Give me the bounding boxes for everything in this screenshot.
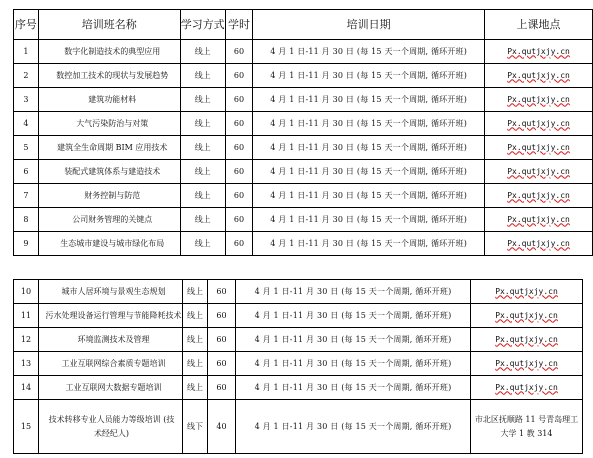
cell-hours: 60 (225, 208, 253, 232)
cell-course-name: 财务控制与防范 (38, 184, 180, 208)
cell-dates: 4 月 1 日-11 月 30 日 (每 15 天一个周期, 循环开班) (253, 184, 485, 208)
training-table-bottom (13, 279, 583, 454)
cell-hours: 60 (225, 184, 253, 208)
location-url[interactable]: Px.qutjxjy.cn (495, 358, 558, 368)
cell-mode: 线上 (180, 88, 225, 112)
cell-course-name: 污水处理设备运行管理与节能降耗技术 (39, 304, 183, 328)
location-url[interactable]: Px.qutjxjy.cn (507, 70, 570, 80)
cell-hours: 60 (208, 328, 236, 352)
cell-course-name: 数字化制造技术的典型应用 (38, 40, 180, 64)
cell-hours: 60 (208, 376, 236, 400)
cell-hours: 60 (225, 64, 253, 88)
cell-index: 9 (14, 232, 39, 256)
location-url[interactable]: Px.qutjxjy.cn (507, 94, 570, 104)
header-index: 序号 (14, 10, 39, 40)
cell-location (471, 376, 583, 400)
cell-course-name: 公司财务管理的关键点 (38, 208, 180, 232)
cell-index: 5 (14, 136, 39, 160)
cell-mode: 线上 (180, 184, 225, 208)
location-url[interactable]: Px.qutjxjy.cn (507, 214, 570, 224)
cell-location (471, 352, 583, 376)
cell-dates: 4 月 1 日-11 月 30 日 (每 15 天一个周期, 循环开班) (253, 208, 485, 232)
cell-course-name: 数控加工技术的现状与发展趋势 (38, 64, 180, 88)
location-url[interactable]: Px.qutjxjy.cn (507, 238, 570, 248)
cell-location (471, 304, 583, 328)
cell-hours: 60 (208, 352, 236, 376)
cell-location: 市北区抚顺路 11 号青岛理工大学 1 教 314 (471, 400, 583, 454)
location-url[interactable]: Px.qutjxjy.cn (495, 382, 558, 392)
cell-dates: 4 月 1 日-11 月 30 日 (每 15 天一个周期, 循环开班) (253, 232, 485, 256)
cell-dates: 4 月 1 日-11 月 30 日 (每 15 天一个周期, 循环开班) (253, 160, 485, 184)
cell-location (471, 328, 583, 352)
cell-mode: 线上 (183, 280, 208, 304)
table-row (14, 208, 593, 232)
table-row (14, 352, 583, 376)
cell-dates: 4 月 1 日-11 月 30 日 (每 15 天一个周期, 循环开班) (236, 352, 471, 376)
location-url[interactable]: Px.qutjxjy.cn (495, 286, 558, 296)
cell-mode: 线上 (183, 304, 208, 328)
cell-hours: 60 (208, 280, 236, 304)
table-row (14, 112, 593, 136)
table-body-bottom (14, 280, 583, 454)
cell-mode: 线上 (180, 112, 225, 136)
cell-mode: 线上 (183, 376, 208, 400)
cell-mode: 线上 (180, 40, 225, 64)
cell-hours: 60 (225, 40, 253, 64)
cell-index: 4 (14, 112, 39, 136)
cell-hours: 60 (225, 112, 253, 136)
location-url[interactable]: Px.qutjxjy.cn (507, 190, 570, 200)
table-header-row (14, 10, 593, 40)
table-row (14, 64, 593, 88)
cell-index: 3 (14, 88, 39, 112)
cell-course-name: 工业互联网综合素质专题培训 (39, 352, 183, 376)
cell-location (485, 208, 593, 232)
cell-dates: 4 月 1 日-11 月 30 日 (每 15 天一个周期, 循环开班) (236, 376, 471, 400)
cell-dates: 4 月 1 日-11 月 30 日 (每 15 天一个周期, 循环开班) (253, 112, 485, 136)
cell-index: 2 (14, 64, 39, 88)
table-row (14, 184, 593, 208)
cell-dates: 4 月 1 日-11 月 30 日 (每 15 天一个周期, 循环开班) (253, 64, 485, 88)
cell-location (485, 232, 593, 256)
location-url[interactable]: Px.qutjxjy.cn (507, 166, 570, 176)
table-row (14, 328, 583, 352)
cell-location (471, 280, 583, 304)
cell-course-name: 建筑全生命周期 BIM 应用技术 (38, 136, 180, 160)
cell-mode: 线上 (183, 328, 208, 352)
table-body-top (14, 40, 593, 256)
cell-mode: 线下 (183, 400, 208, 454)
cell-mode: 线上 (180, 136, 225, 160)
cell-dates: 4 月 1 日-11 月 30 日 (每 15 天一个周期, 循环开班) (253, 88, 485, 112)
cell-dates: 4 月 1 日-11 月 30 日 (每 15 天一个周期, 循环开班) (253, 136, 485, 160)
header-mode: 学习方式 (180, 10, 225, 40)
cell-index: 10 (14, 280, 39, 304)
location-url[interactable]: Px.qutjxjy.cn (507, 46, 570, 56)
cell-mode: 线上 (180, 232, 225, 256)
cell-location (485, 64, 593, 88)
cell-hours: 60 (225, 232, 253, 256)
location-url[interactable]: Px.qutjxjy.cn (507, 142, 570, 152)
cell-hours: 60 (225, 160, 253, 184)
location-url[interactable]: Px.qutjxjy.cn (495, 310, 558, 320)
cell-mode: 线上 (180, 208, 225, 232)
cell-course-name: 装配式建筑体系与建造技术 (38, 160, 180, 184)
cell-index: 7 (14, 184, 39, 208)
cell-location (485, 40, 593, 64)
cell-course-name: 工业互联网大数据专题培训 (39, 376, 183, 400)
cell-location (485, 160, 593, 184)
cell-index: 11 (14, 304, 39, 328)
location-url[interactable]: Px.qutjxjy.cn (495, 334, 558, 344)
table-row (14, 88, 593, 112)
table-row (14, 40, 593, 64)
cell-hours: 60 (208, 304, 236, 328)
table-row (14, 304, 583, 328)
header-location: 上课地点 (485, 10, 593, 40)
cell-course-name: 技术转移专业人员能力等级培训 (技术经纪人) (39, 400, 183, 454)
cell-dates: 4 月 1 日-11 月 30 日 (每 15 天一个周期, 循环开班) (236, 280, 471, 304)
cell-index: 6 (14, 160, 39, 184)
table-row (14, 136, 593, 160)
cell-index: 8 (14, 208, 39, 232)
cell-dates: 4 月 1 日-11 月 30 日 (每 15 天一个周期, 循环开班) (236, 328, 471, 352)
header-name: 培训班名称 (38, 10, 180, 40)
cell-mode: 线上 (183, 352, 208, 376)
training-table-top (13, 9, 593, 256)
cell-course-name: 大气污染防治与对策 (38, 112, 180, 136)
cell-mode: 线上 (180, 64, 225, 88)
cell-course-name: 建筑功能材料 (38, 88, 180, 112)
cell-course-name: 环境监测技术及管理 (39, 328, 183, 352)
table-row (14, 400, 583, 454)
header-dates: 培训日期 (253, 10, 485, 40)
cell-index: 13 (14, 352, 39, 376)
cell-hours: 60 (225, 136, 253, 160)
cell-mode: 线上 (180, 160, 225, 184)
cell-dates: 4 月 1 日-11 月 30 日 (每 15 天一个周期, 循环开班) (236, 400, 471, 454)
cell-dates: 4 月 1 日-11 月 30 日 (每 15 天一个周期, 循环开班) (236, 304, 471, 328)
cell-course-name: 城市人居环境与景观生态规划 (39, 280, 183, 304)
table-row (14, 280, 583, 304)
cell-course-name: 生态城市建设与城市绿化布局 (38, 232, 180, 256)
cell-dates: 4 月 1 日-11 月 30 日 (每 15 天一个周期, 循环开班) (253, 40, 485, 64)
cell-index: 1 (14, 40, 39, 64)
cell-location (485, 136, 593, 160)
table-row (14, 376, 583, 400)
location-url[interactable]: Px.qutjxjy.cn (507, 118, 570, 128)
cell-index: 15 (14, 400, 39, 454)
table-row (14, 160, 593, 184)
cell-hours: 40 (208, 400, 236, 454)
cell-location (485, 88, 593, 112)
header-hours: 学时 (225, 10, 253, 40)
cell-index: 12 (14, 328, 39, 352)
cell-location (485, 184, 593, 208)
table-row (14, 232, 593, 256)
cell-hours: 60 (225, 88, 253, 112)
cell-location (485, 112, 593, 136)
cell-index: 14 (14, 376, 39, 400)
